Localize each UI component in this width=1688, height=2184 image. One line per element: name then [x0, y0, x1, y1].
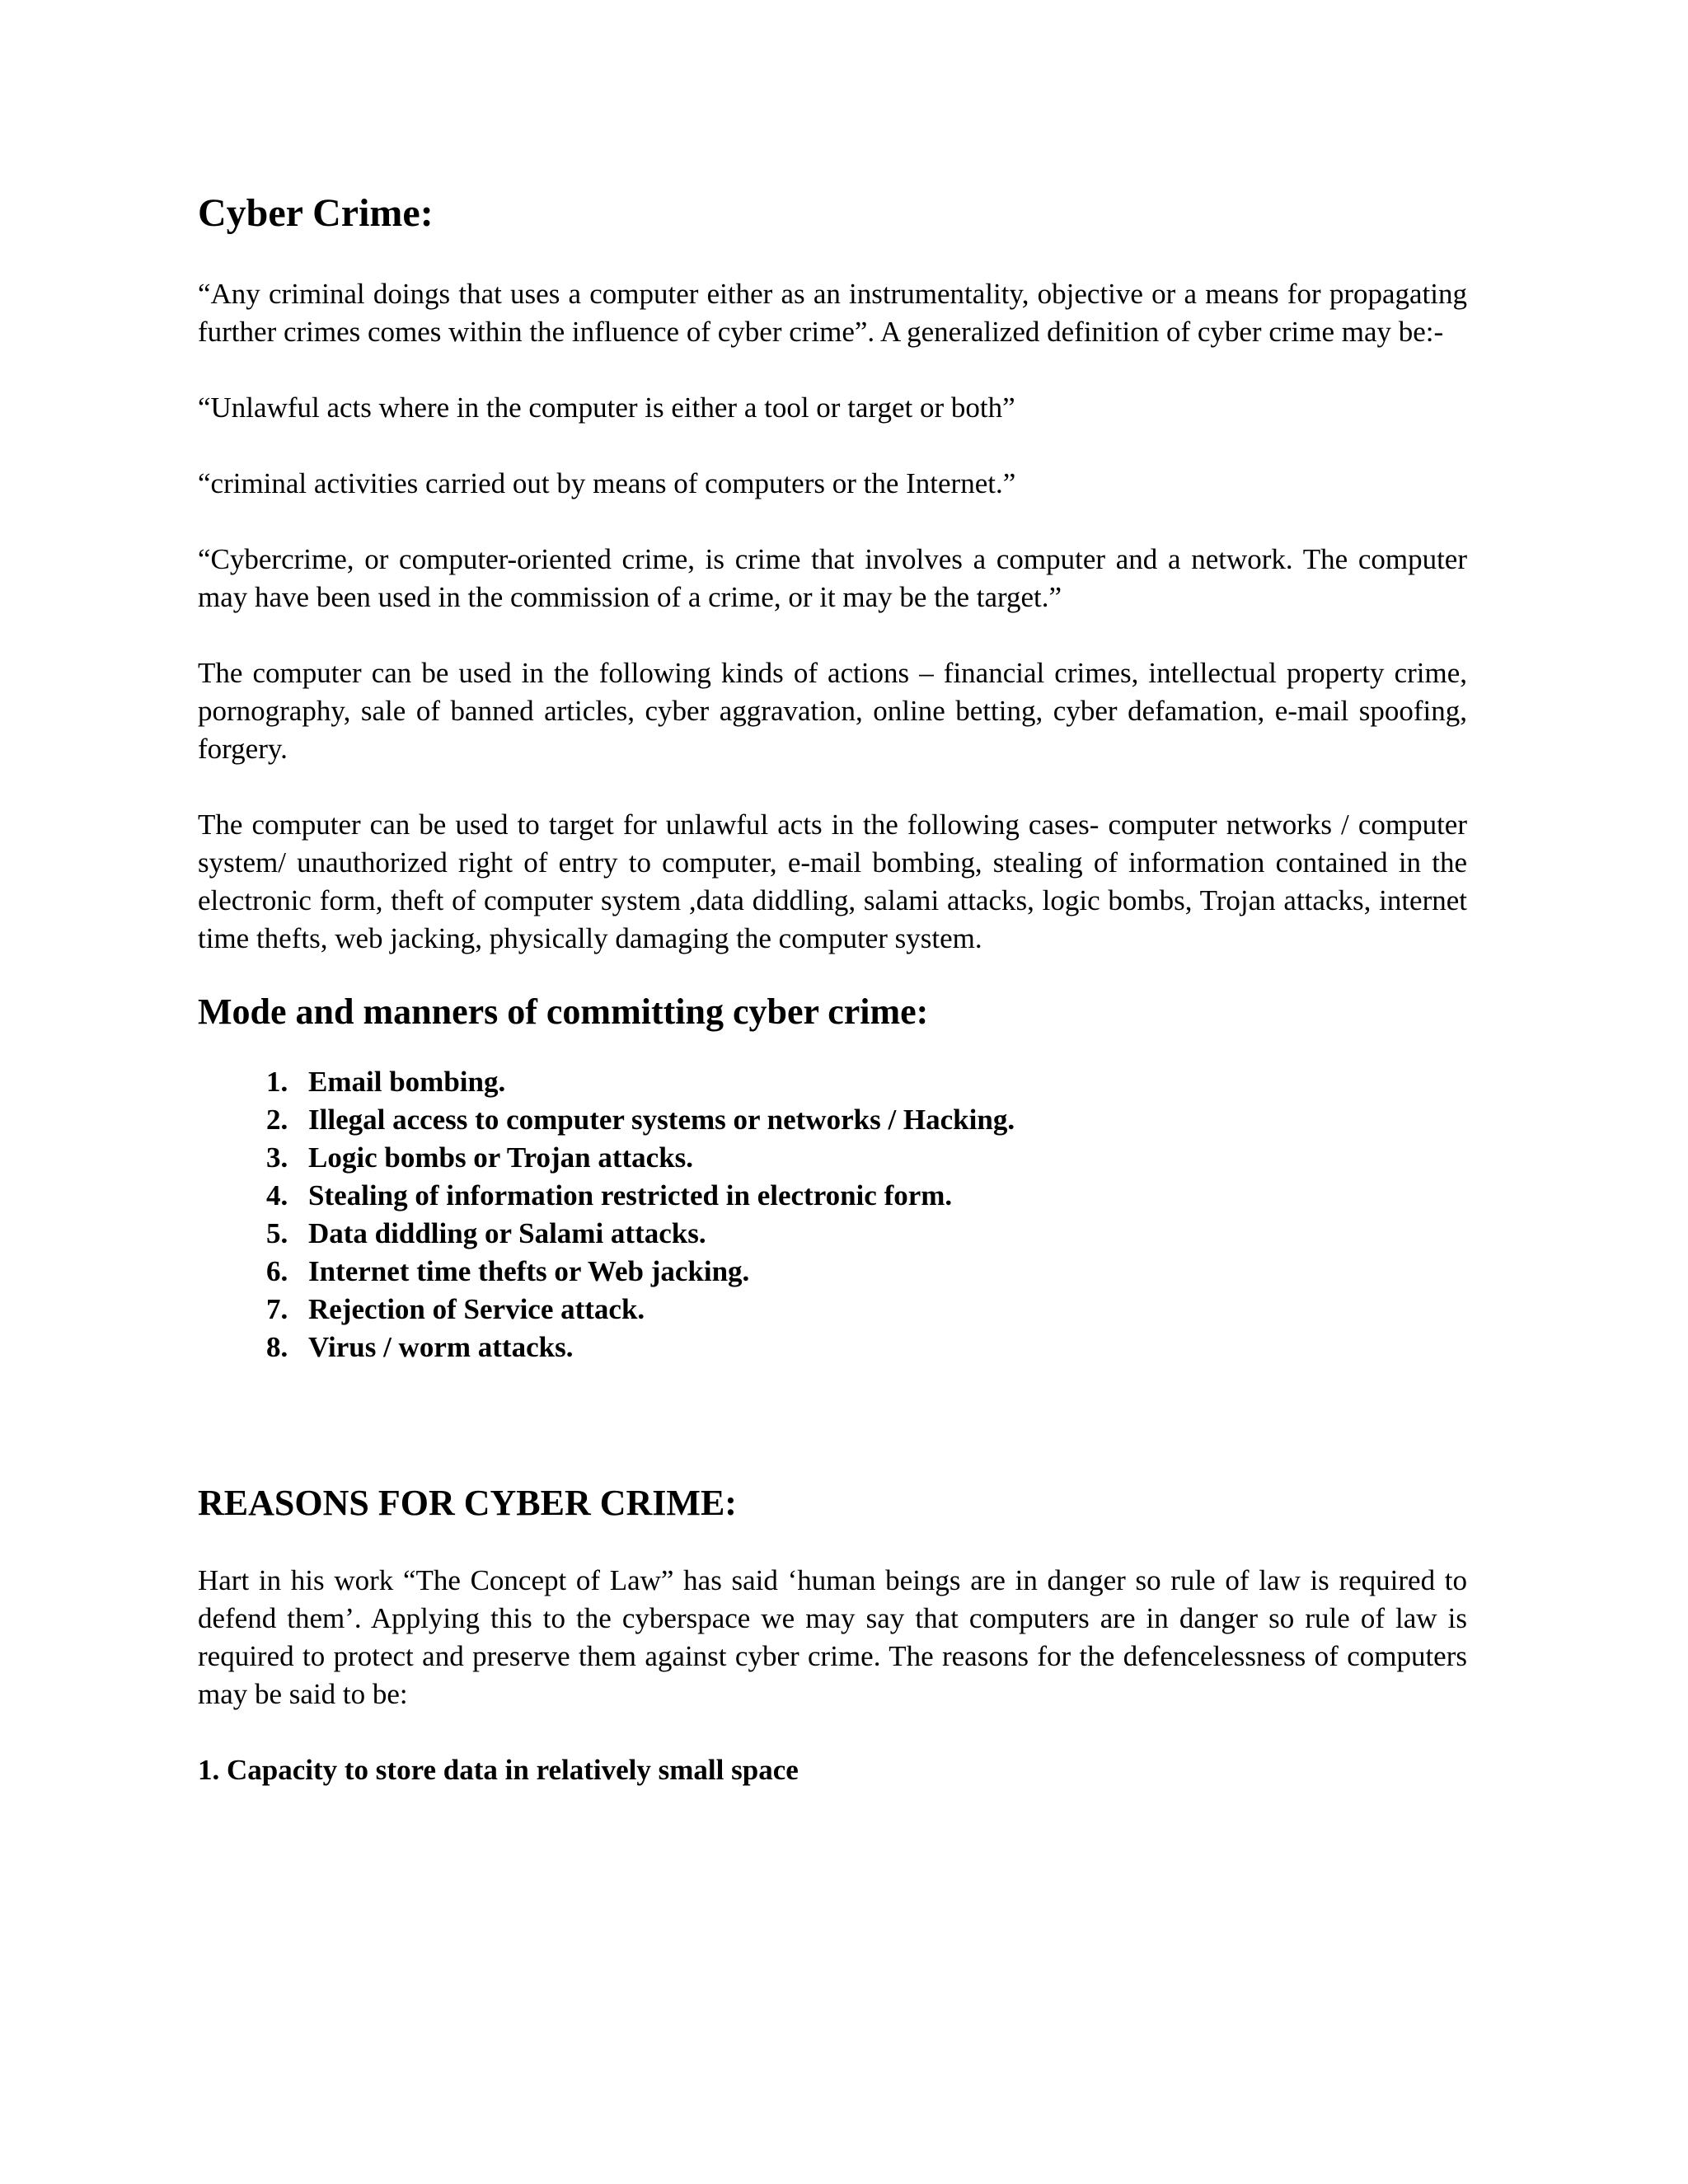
definition-quote-1: “Unlawful acts where in the computer is either a tool or target or both”: [198, 391, 1015, 424]
definition-quote-2: “criminal activities carried out by means of computers or the Internet.”: [198, 466, 1016, 499]
list-item: 2. Illegal access to computer systems or networks / Hacking.: [295, 1101, 1467, 1139]
definition-quote-3: “Cybercrime, or computer-oriented crime, is crime that involves a computer and a network. The computer may have been used in the commission of a crime, or it may be the target.”: [198, 542, 1467, 613]
computer-as-target-paragraph: The computer can be used to target for unlawful acts in the following cases- computer networks / computer system/ unauthorized right of entry to computer, e-mail bombing, stealing of information contained in the electronic form, theft of computer system ,data diddling, salami attacks, logic bombs, Trojan attacks, internet time thefts, web jacking, physically damaging the computer system.: [198, 808, 1467, 954]
definition-paragraph: “Any criminal doings that uses a computer either as an instrumentality, objective or a means for propagating further crimes comes within the influence of cyber crime”. A generalized definition of cyber crime may be:-: [198, 277, 1467, 348]
computer-as-tool-paragraph: The computer can be used in the following kinds of actions – financial crimes, intellectual property crime, pornography, sale of banned articles, cyber aggravation, online betting, cyber defamation, e-mail spoofing, forgery.: [198, 656, 1467, 765]
list-item: 8. Virus / worm attacks.: [295, 1329, 1467, 1366]
list-item: 3. Logic bombs or Trojan attacks.: [295, 1139, 1467, 1177]
modes-list: [198, 1063, 1467, 1366]
list-item: 1. Email bombing.: [295, 1063, 1467, 1101]
reasons-paragraph: Hart in his work “The Concept of Law” has said ‘human beings are in danger so rule of law is required to defend them’. Applying this to the cyberspace we may say that computers are in danger so rule of law is required to protect and preserve them against cyber crime. The reasons for the defencelessness of computers may be said to be:: [198, 1564, 1467, 1711]
modes-heading: Mode and manners of committing cyber crime:: [198, 991, 929, 1032]
document-page: [198, 190, 1467, 1789]
list-item: 6. Internet time thefts or Web jacking.: [295, 1253, 1467, 1291]
page-title: Cyber Crime:: [198, 191, 434, 235]
reasons-heading: REASONS FOR CYBER CRIME:: [198, 1483, 737, 1524]
list-item: 4. Stealing of information restricted in electronic form.: [295, 1177, 1467, 1215]
first-reason-heading: 1. Capacity to store data in relatively small space: [198, 1754, 799, 1787]
list-item: 5. Data diddling or Salami attacks.: [295, 1215, 1467, 1253]
list-item: 7. Rejection of Service attack.: [295, 1291, 1467, 1329]
